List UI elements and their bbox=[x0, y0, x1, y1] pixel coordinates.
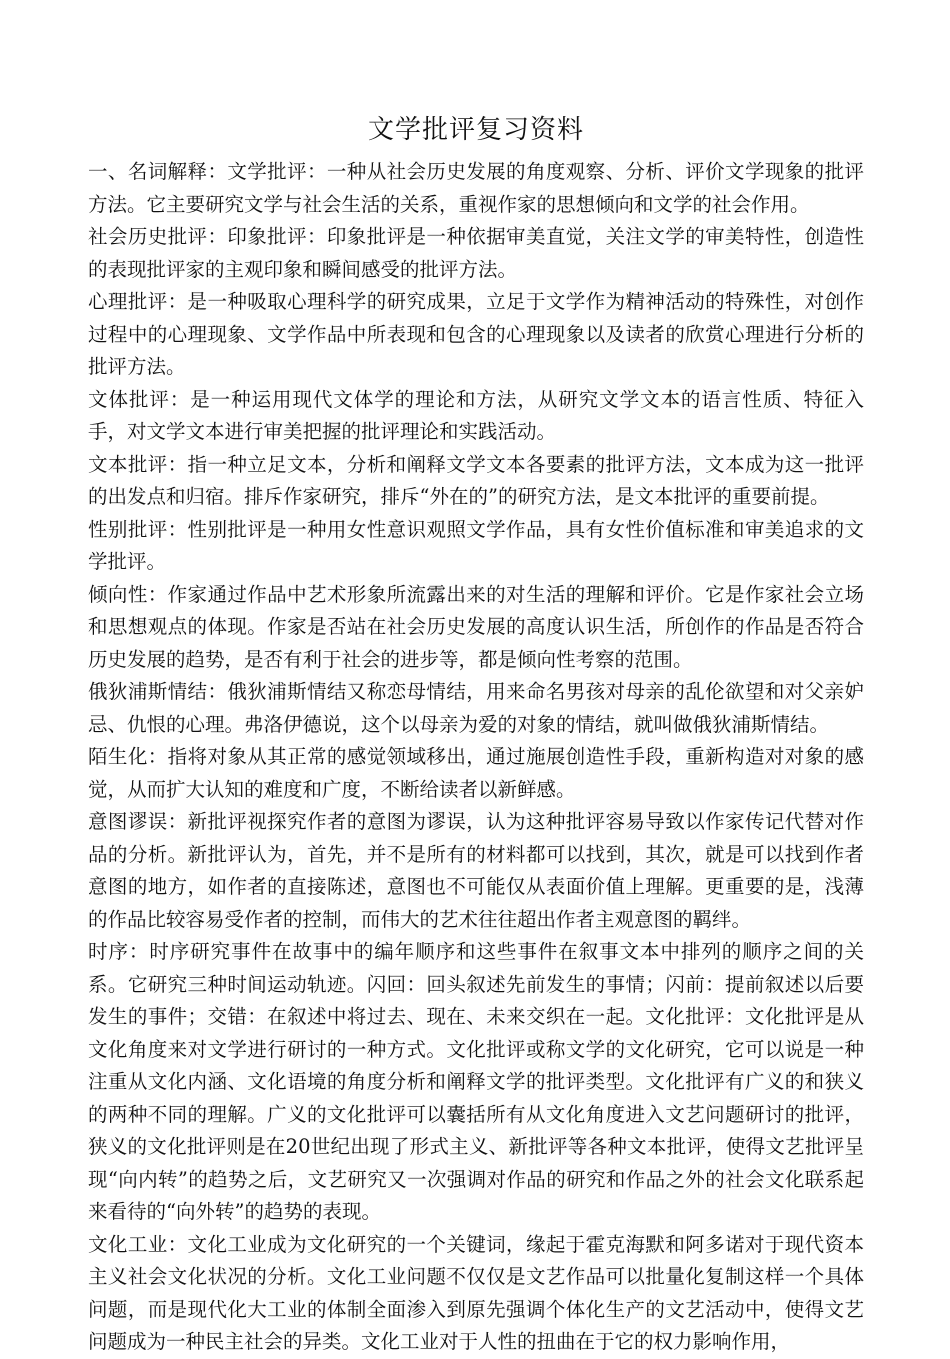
document-page bbox=[88, 108, 864, 1359]
paragraph-tendency: 倾向性：作家通过作品中艺术形象所流露出来的对生活的理解和评价。它是作家社会立场和思想观点的体现。作家是否站在社会历史发展的高度认识生活，所创作的作品是否符合历史发展的趋势，是否有利于社会的进步等，都是倾向性考察的范围。 bbox=[88, 582, 864, 671]
paragraph-textual-criticism: 文本批评：指一种立足文本，分析和阐释文学文本各要素的批评方法，文本成为这一批评的出发点和归宿。排斥作家研究，排斥“外在的”的研究方法，是文本批评的重要前提。 bbox=[88, 452, 864, 508]
paragraph-chronology-cultural-criticism: 时序：时序研究事件在故事中的编年顺序和这些事件在叙事文本中排列的顺序之间的关系。它研究三种时间运动轨迹。闪回：回头叙述先前发生的事情；闪前：提前叙述以后要发生的事件；交错：在叙述中将过去、现在、未来交织在一起。文化批评：文化批评是从文化角度来对文学进行研讨的一种方式。文化批评或称文学的文化研究，它可以说是一种注重从文化内涵、文化语境的角度分析和阐释文学的批评类型。文化批评有广义的和狭义的两种不同的理解。广义的文化批评可以囊括所有从文化角度进入文艺问题研讨的批评，狭义的文化批评则是在20世纪出现了形式主义、新批评等各种文本批评，使得文艺批评呈现“向内转”的趋势之后，文艺研究又一次强调对作品的研究和作品之外的社会文化联系起来看待的“向外转”的趋势的表现。 bbox=[88, 940, 864, 1223]
paragraph-gender-criticism: 性别批评：性别批评是一种用女性意识观照文学作品，具有女性价值标准和审美追求的文学批评。 bbox=[88, 517, 864, 573]
paragraph-intentional-fallacy: 意图谬误：新批评视探究作者的意图为谬误，认为这种批评容易导致以作家传记代替对作品的分析。新批评认为，首先，并不是所有的材料都可以找到，其次，就是可以找到作者意图的地方，如作者的直接陈述，意图也不可能仅从表面价值上理解。更重要的是，浅薄的作品比较容易受作者的控制，而伟大的艺术往往超出作者主观意图的羁绊。 bbox=[88, 810, 864, 931]
paragraph-stylistic-criticism: 文体批评：是一种运用现代文体学的理论和方法，从研究文学文本的语言性质、特征入手，对文学文本进行审美把握的批评理论和实践活动。 bbox=[88, 387, 864, 443]
paragraph-oedipus-complex: 俄狄浦斯情结：俄狄浦斯情结又称恋母情结，用来命名男孩对母亲的乱伦欲望和对父亲妒忌、仇恨的心理。弗洛伊德说，这个以母亲为爱的对象的情结，就叫做俄狄浦斯情结。 bbox=[88, 680, 864, 736]
paragraph-impression-criticism: 社会历史批评：印象批评：印象批评是一种依据审美直觉，关注文学的审美特性，创造性的表现批评家的主观印象和瞬间感受的批评方法。 bbox=[88, 225, 864, 281]
paragraph-culture-industry: 文化工业：文化工业成为文化研究的一个关键词，缘起于霍克海默和阿多诺对于现代资本主义社会文化状况的分析。文化工业问题不仅仅是文艺作品可以批量化复制这样一个具体问题，而是现代化大工业的体制全面渗入到原先强调个体化生产的文艺活动中，使得文艺问题成为一种民主社会的异类。文化工业对于人性的扭曲在于它的权力影响作用， bbox=[88, 1232, 864, 1353]
document-title: 文学批评复习资料 bbox=[367, 115, 584, 145]
paragraph-defamiliarization: 陌生化：指将对象从其正常的感觉领域移出，通过施展创造性手段，重新构造对对象的感觉，从而扩大认知的难度和广度，不断给读者以新鲜感。 bbox=[88, 745, 864, 801]
paragraph-literary-criticism: 一、名词解释：文学批评：一种从社会历史发展的角度观察、分析、评价文学现象的批评方法。它主要研究文学与社会生活的关系，重视作家的思想倾向和文学的社会作用。 bbox=[88, 160, 864, 216]
paragraph-psychological-criticism: 心理批评：是一种吸取心理科学的研究成果，立足于文学作为精神活动的特殊性，对创作过程中的心理现象、文学作品中所表现和包含的心理现象以及读者的欣赏心理进行分析的批评方法。 bbox=[88, 290, 864, 378]
